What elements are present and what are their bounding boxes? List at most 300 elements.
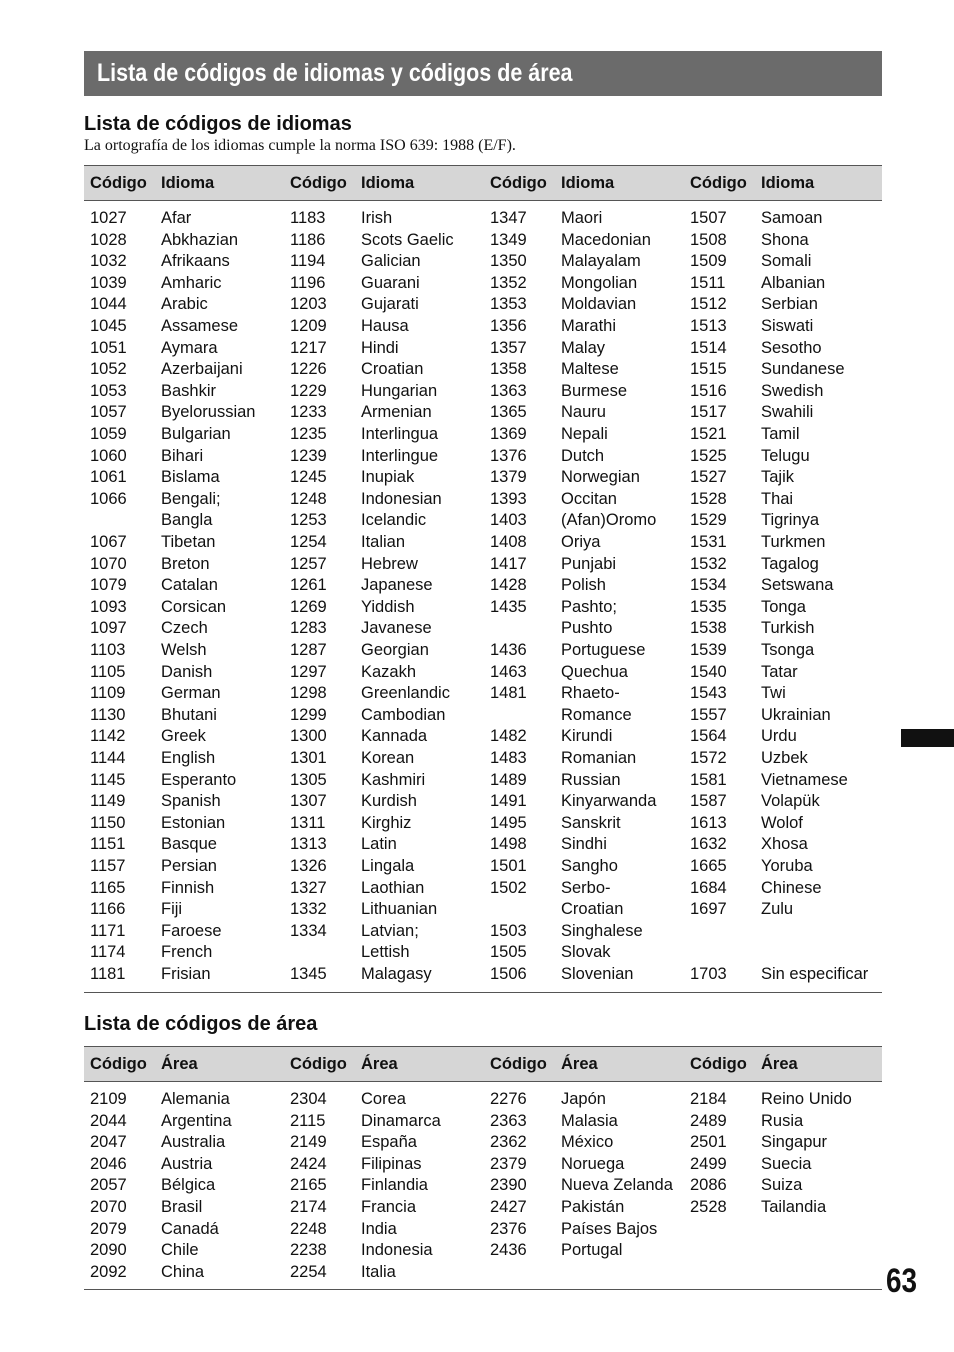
name-cell: Croatian (561, 900, 624, 919)
name-cell: Portuguese (561, 641, 646, 659)
code-cell: 1543 (690, 684, 727, 703)
header-code-col-4: Código (690, 1055, 747, 1073)
code-cell: 1435 (490, 597, 527, 616)
code-cell: 1511 (690, 273, 726, 292)
name-cell: Tagalog (761, 554, 819, 573)
name-cell: Latin (361, 835, 397, 854)
name-cell: Byelorussian (161, 403, 256, 422)
name-cell: Somali (761, 252, 812, 271)
code-cell: 2499 (690, 1154, 727, 1173)
code-cell: 1032 (90, 252, 127, 271)
name-cell: Afar (161, 209, 192, 227)
code-cell: 2376 (490, 1219, 527, 1238)
name-cell: Tailandia (761, 1198, 827, 1216)
code-cell: 1365 (490, 403, 527, 422)
code-cell: 1531 (690, 533, 727, 551)
code-cell: 1254 (290, 533, 327, 551)
code-cell: 1417 (490, 554, 527, 573)
name-cell: Indonesian (361, 489, 442, 508)
name-cell: Frisian (161, 965, 211, 983)
name-cell: Samoan (761, 209, 823, 227)
name-cell: Russian (561, 770, 621, 789)
code-cell: 1482 (490, 727, 527, 746)
code-cell: 2115 (290, 1111, 326, 1130)
header-name-col-4: Idioma (761, 174, 815, 192)
name-cell: Dinamarca (361, 1111, 441, 1130)
code-cell: 1157 (90, 857, 126, 875)
name-cell: Greek (161, 727, 206, 746)
name-cell: Alemania (161, 1090, 230, 1108)
code-cell: 1534 (690, 576, 727, 595)
name-cell: Kirghiz (361, 813, 412, 832)
header-code-col-2: Código (290, 174, 347, 192)
name-cell: Korean (361, 749, 415, 767)
name-cell: Austria (161, 1154, 213, 1173)
name-cell: Bulgarian (161, 425, 231, 443)
name-cell: Indonesia (361, 1241, 433, 1260)
code-cell: 1235 (290, 425, 327, 443)
code-cell: 1165 (90, 878, 126, 897)
name-cell: French (161, 943, 213, 962)
name-cell: Bélgica (161, 1176, 216, 1195)
code-cell: 1507 (690, 209, 727, 227)
code-cell: 1171 (90, 921, 126, 940)
code-cell: 1587 (690, 792, 727, 811)
name-cell: Wolof (761, 813, 803, 832)
code-cell: 1248 (290, 489, 327, 508)
code-cell: 2362 (490, 1133, 527, 1152)
code-cell: 1144 (90, 749, 126, 767)
code-cell: 1463 (490, 662, 527, 681)
code-cell: 1044 (90, 295, 127, 314)
code-cell: 1483 (490, 749, 527, 767)
name-cell: Breton (161, 554, 210, 573)
name-cell: Bhutani (161, 705, 217, 724)
name-cell: Polish (561, 576, 606, 595)
code-cell: 1581 (690, 770, 727, 789)
name-cell: Serbo- (561, 878, 611, 897)
code-cell: 1703 (690, 965, 727, 983)
name-cell: Estonian (161, 813, 226, 832)
name-cell: Kirundi (561, 727, 613, 746)
name-cell: Corea (361, 1090, 406, 1108)
name-cell: Georgian (361, 641, 429, 659)
name-cell: Urdu (761, 727, 797, 746)
name-cell: Czech (161, 619, 208, 638)
code-cell: 1350 (490, 252, 527, 271)
code-cell: 1109 (90, 684, 126, 703)
code-cell: 1105 (90, 662, 126, 681)
name-cell: Singhalese (561, 921, 643, 940)
name-cell: (Afan)Oromo (561, 511, 657, 530)
name-cell: Romanian (561, 749, 637, 767)
code-cell: 1521 (690, 425, 727, 443)
code-cell: 1057 (90, 403, 127, 422)
code-cell: 1301 (290, 749, 327, 767)
code-cell: 2436 (490, 1241, 527, 1260)
name-cell: Norwegian (561, 468, 640, 487)
code-cell: 1505 (490, 943, 527, 962)
code-cell: 1665 (690, 857, 727, 875)
code-cell: 2363 (490, 1111, 527, 1130)
name-cell: Catalan (161, 576, 218, 595)
name-cell: Países Bajos (561, 1219, 658, 1238)
code-cell: 1513 (690, 317, 727, 335)
code-cell: 1538 (690, 619, 727, 638)
code-cell: 1053 (90, 381, 127, 400)
name-cell: Canadá (161, 1219, 219, 1238)
name-cell: Irish (361, 209, 393, 227)
code-cell: 1403 (490, 511, 527, 530)
name-cell: Welsh (161, 641, 207, 659)
name-cell: Sangho (561, 857, 618, 875)
header-name-col-3: Idioma (561, 174, 615, 192)
code-cell: 1495 (490, 813, 527, 832)
name-cell: Malayalam (561, 252, 641, 271)
name-cell: Quechua (561, 662, 628, 681)
name-cell: Xhosa (761, 835, 808, 854)
name-cell: Bangla (161, 511, 213, 530)
header-code-col-4: Código (690, 174, 747, 192)
code-cell: 1066 (90, 489, 127, 508)
header-name-col-4: Área (761, 1055, 798, 1073)
code-cell: 1489 (490, 770, 527, 789)
code-cell: 1229 (290, 381, 327, 400)
name-cell: España (361, 1133, 417, 1152)
code-cell: 1557 (690, 705, 727, 724)
name-cell: Serbian (761, 295, 818, 314)
name-cell: Burmese (561, 381, 628, 400)
code-cell: 2489 (690, 1111, 727, 1130)
code-cell: 1529 (690, 511, 727, 530)
name-cell: Mongolian (561, 273, 638, 292)
code-cell: 1194 (290, 252, 326, 271)
name-cell: Kurdish (361, 792, 417, 811)
code-cell: 1684 (690, 878, 727, 897)
header-name-col-2: Área (361, 1055, 398, 1073)
name-cell: Romance (561, 705, 632, 724)
code-cell: 1027 (90, 209, 127, 227)
code-cell: 2047 (90, 1133, 127, 1152)
name-cell: Maori (561, 209, 603, 227)
code-cell: 2046 (90, 1154, 127, 1173)
name-cell: Abkhazian (161, 230, 239, 249)
code-cell: 1307 (290, 792, 327, 811)
code-cell: 2390 (490, 1176, 527, 1195)
code-cell: 1151 (90, 835, 126, 854)
header-code-col-1: Código (90, 1055, 147, 1073)
code-cell: 1506 (490, 965, 527, 983)
section-tab-marker (901, 729, 954, 747)
name-cell: English (161, 749, 216, 767)
name-cell: Swahili (761, 403, 814, 422)
name-cell: Oriya (561, 533, 601, 551)
code-cell: 1379 (490, 468, 527, 487)
name-cell: Noruega (561, 1154, 625, 1173)
code-cell: 1436 (490, 641, 527, 659)
code-cell: 2086 (690, 1176, 727, 1195)
name-cell: Kinyarwanda (561, 792, 657, 811)
name-cell: Assamese (161, 317, 239, 335)
code-cell: 2149 (290, 1133, 327, 1152)
code-cell: 1052 (90, 360, 127, 379)
code-cell: 1028 (90, 230, 127, 249)
code-cell: 1481 (490, 684, 527, 703)
name-cell: Armenian (361, 403, 432, 422)
code-cell: 1130 (90, 705, 126, 724)
name-cell: Hebrew (361, 554, 418, 573)
name-cell: México (561, 1133, 614, 1152)
name-cell: Thai (761, 489, 794, 508)
code-cell: 1525 (690, 446, 727, 465)
code-cell: 1149 (90, 792, 126, 811)
code-cell: 2248 (290, 1219, 327, 1238)
code-cell: 2238 (290, 1241, 327, 1260)
name-cell: China (161, 1262, 205, 1281)
name-cell: Japón (561, 1090, 606, 1108)
name-cell: Macedonian (561, 230, 651, 249)
name-cell: Tsonga (761, 641, 815, 659)
name-cell: Yoruba (761, 857, 813, 875)
name-cell: Javanese (361, 619, 432, 638)
code-cell: 1363 (490, 381, 527, 400)
name-cell: Chile (161, 1241, 199, 1260)
name-cell: Sanskrit (561, 813, 621, 832)
code-cell: 1298 (290, 684, 327, 703)
languages-subtitle: La ortografía de los idiomas cumple la norma ISO 639: 1988 (E/F). (84, 137, 516, 154)
name-cell: Siswati (761, 317, 814, 335)
code-cell: 1313 (290, 835, 327, 854)
name-cell: Brasil (161, 1198, 203, 1216)
areas-table-body (84, 1082, 882, 1290)
code-cell: 1347 (490, 209, 527, 227)
name-cell: Malagasy (361, 965, 432, 983)
name-cell: Setswana (761, 576, 834, 595)
name-cell: Finlandia (361, 1176, 428, 1195)
code-cell: 2379 (490, 1154, 527, 1173)
code-cell: 2184 (690, 1090, 727, 1108)
name-cell: Corsican (161, 597, 227, 616)
code-cell: 1428 (490, 576, 527, 595)
header-code-col-2: Código (290, 1055, 347, 1073)
code-cell: 2276 (490, 1090, 527, 1108)
name-cell: Italian (361, 533, 406, 551)
code-cell: 1145 (90, 770, 126, 789)
name-cell: Pashto; (561, 597, 617, 616)
name-cell: German (161, 684, 221, 703)
page-title-bar (84, 51, 882, 96)
code-cell: 1632 (690, 835, 727, 854)
code-cell: 1045 (90, 317, 127, 335)
name-cell: Kannada (361, 727, 428, 746)
code-cell: 1196 (290, 273, 326, 292)
code-cell: 1174 (90, 943, 126, 962)
name-cell: Pushto (561, 619, 613, 638)
code-cell: 1491 (490, 792, 527, 811)
header-name-col-3: Área (561, 1055, 598, 1073)
code-cell: 1209 (290, 317, 327, 335)
code-cell: 2044 (90, 1111, 127, 1130)
name-cell: Sesotho (761, 338, 822, 357)
code-cell: 1257 (290, 554, 327, 573)
name-cell: India (361, 1219, 397, 1238)
name-cell: Hausa (361, 317, 409, 335)
code-cell: 2304 (290, 1090, 327, 1108)
header-name-col-2: Idioma (361, 174, 415, 192)
name-cell: Rhaeto- (561, 684, 620, 703)
name-cell: Italia (361, 1262, 396, 1281)
code-cell: 1326 (290, 857, 327, 875)
name-cell: Hungarian (361, 381, 438, 400)
name-cell: Zulu (761, 900, 794, 919)
code-cell: 1287 (290, 641, 327, 659)
code-cell: 1349 (490, 230, 527, 249)
name-cell: Lettish (361, 943, 410, 962)
name-cell: Uzbek (761, 749, 808, 767)
code-cell: 1186 (290, 230, 326, 249)
name-cell: Suiza (761, 1176, 803, 1195)
name-cell: Marathi (561, 317, 617, 335)
name-cell: Danish (161, 662, 213, 681)
name-cell: Volapük (761, 792, 820, 811)
code-cell: 2070 (90, 1198, 127, 1216)
code-cell: 1061 (90, 468, 127, 487)
name-cell: Francia (361, 1198, 417, 1216)
code-cell: 1353 (490, 295, 527, 314)
name-cell: Nueva Zelanda (561, 1176, 673, 1195)
code-cell: 1097 (90, 619, 127, 638)
name-cell: Moldavian (561, 295, 637, 314)
name-cell: Faroese (161, 921, 222, 940)
code-cell: 1305 (290, 770, 327, 789)
name-cell: Maltese (561, 360, 619, 379)
code-cell: 2090 (90, 1241, 127, 1260)
name-cell: Bengali; (161, 489, 221, 508)
name-cell: Telugu (761, 446, 810, 465)
languages-heading: Lista de códigos de idiomas (84, 113, 352, 135)
languages-table-header (84, 165, 882, 201)
code-cell: 1059 (90, 425, 127, 443)
name-cell: Nauru (561, 403, 606, 422)
name-cell: Interlingua (361, 425, 439, 443)
name-cell: Vietnamese (761, 770, 848, 789)
name-cell: Bashkir (161, 381, 217, 400)
name-cell: Persian (161, 857, 217, 875)
name-cell: Amharic (161, 273, 222, 292)
code-cell: 1376 (490, 446, 527, 465)
name-cell: Nepali (561, 425, 608, 443)
code-cell: 1540 (690, 662, 727, 681)
name-cell: Tigrinya (761, 511, 820, 530)
name-cell: Albanian (761, 273, 826, 292)
code-cell: 1508 (690, 230, 727, 249)
name-cell: Fiji (161, 900, 183, 919)
code-cell: 1352 (490, 273, 527, 292)
name-cell: Slovenian (561, 965, 634, 983)
name-cell: Yiddish (361, 597, 415, 616)
code-cell: 1514 (690, 338, 727, 357)
name-cell: Inupiak (361, 468, 415, 487)
code-cell: 1358 (490, 360, 527, 379)
name-cell: Occitan (561, 489, 617, 508)
name-cell: Hindi (361, 338, 399, 357)
name-cell: Cambodian (361, 705, 446, 724)
name-cell: Tamil (761, 425, 800, 443)
name-cell: Arabic (161, 295, 208, 314)
code-cell: 1150 (90, 813, 126, 832)
code-cell: 2501 (690, 1133, 727, 1152)
name-cell: Lingala (361, 857, 415, 875)
name-cell: Rusia (761, 1111, 804, 1130)
code-cell: 1183 (290, 209, 326, 227)
name-cell: Japanese (361, 576, 433, 595)
header-code-col-3: Código (490, 1055, 547, 1073)
code-cell: 1369 (490, 425, 527, 443)
code-cell: 1070 (90, 554, 127, 573)
header-code-col-3: Código (490, 174, 547, 192)
name-cell: Aymara (161, 338, 218, 357)
name-cell: Finnish (161, 878, 215, 897)
code-cell: 1515 (690, 360, 727, 379)
name-cell: Turkish (761, 619, 815, 638)
code-cell: 2057 (90, 1176, 127, 1195)
code-cell: 1103 (90, 641, 126, 659)
code-cell: 1299 (290, 705, 327, 724)
name-cell: Galician (361, 252, 421, 271)
code-cell: 1517 (690, 403, 727, 422)
code-cell: 1512 (690, 295, 727, 314)
name-cell: Malay (561, 338, 606, 357)
code-cell: 1253 (290, 511, 327, 530)
name-cell: Punjabi (561, 554, 617, 573)
code-cell: 1528 (690, 489, 727, 508)
code-cell: 1245 (290, 468, 327, 487)
name-cell: Malasia (561, 1111, 618, 1130)
code-cell: 2528 (690, 1198, 727, 1216)
code-cell: 1572 (690, 749, 727, 767)
code-cell: 2079 (90, 1219, 127, 1238)
name-cell: Tonga (761, 597, 806, 616)
name-cell: Lithuanian (361, 900, 438, 919)
name-cell: Singapur (761, 1133, 828, 1152)
code-cell: 1613 (690, 813, 727, 832)
code-cell: 1079 (90, 576, 127, 595)
code-cell: 1233 (290, 403, 327, 422)
code-cell: 1142 (90, 727, 126, 746)
code-cell: 1039 (90, 273, 127, 292)
code-cell: 1564 (690, 727, 727, 746)
name-cell: Sundanese (761, 360, 845, 379)
name-cell: Kazakh (361, 662, 417, 681)
languages-table (84, 165, 882, 993)
code-cell: 1269 (290, 597, 327, 616)
name-cell: Argentina (161, 1111, 232, 1130)
code-cell: 1093 (90, 597, 127, 616)
code-cell: 1332 (290, 900, 327, 919)
name-cell: Suecia (761, 1154, 812, 1173)
code-cell: 1060 (90, 446, 127, 465)
code-cell: 1527 (690, 468, 727, 487)
name-cell: Portugal (561, 1241, 623, 1260)
code-cell: 1239 (290, 446, 327, 465)
code-cell: 1357 (490, 338, 527, 357)
name-cell: Latvian; (361, 921, 419, 940)
header-code-col-1: Código (90, 174, 147, 192)
name-cell: Esperanto (161, 770, 237, 789)
code-cell: 1516 (690, 381, 727, 400)
areas-table-header (84, 1046, 882, 1082)
header-name-col-1: Idioma (161, 174, 215, 192)
